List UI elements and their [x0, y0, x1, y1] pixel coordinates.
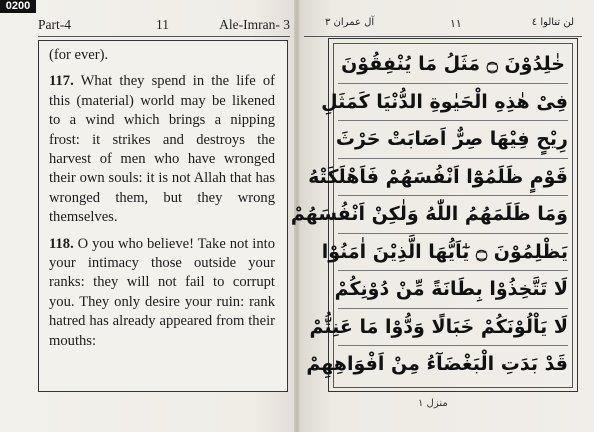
header-page-number: 11 — [156, 17, 169, 32]
right-page-header — [300, 15, 584, 35]
verse-text: What they spend in the life of this (material) world may be likened to a wind which brings a nipping frost: it strikes and destroys the harvest of men who have wronged their own souls: it is not Allah that has wronged them, but they wrong themselves. — [49, 73, 275, 226]
arabic-text — [290, 46, 568, 383]
verse-118 — [49, 235, 275, 351]
page-footer: منزل ١ — [418, 398, 448, 409]
header-sura: آل عمران ٣ — [325, 17, 375, 28]
arabic-line: وَمَا ظَلَمَهُمُ اللّٰهُ وَلٰكِنْ اَنْفُسَهُمْ — [338, 196, 568, 234]
header-part: Part-4 — [38, 17, 71, 32]
continuation-line: (for ever). — [49, 47, 109, 63]
translation-text — [49, 46, 275, 351]
verse-117 — [49, 72, 275, 227]
arabic-line: رِيْحٍ فِيْهَا صِرٌّ اَصَابَتْ حَرْثَ — [338, 121, 568, 159]
verse-number: 117. — [49, 73, 74, 90]
verse-text: O you who believe! Take not into your intimacy those outside your ranks: they will not fail to corrupt you. They only desire your ruin: rank hatred has already appeared from their mouths: — [49, 235, 276, 349]
arabic-line: فِىْ هٰذِهِ الْحَيٰوةِ الدُّنْيَا كَمَثَلِ — [338, 84, 568, 122]
header-page-number: ١١ — [450, 17, 462, 30]
header-sura: Ale-Imran- 3 — [219, 17, 290, 32]
arabic-line: لَا تَتَّخِذُوْا بِطَانَةً مِّنْ دُوْنِكُمْ — [338, 271, 568, 309]
arabic-line: قَدْ بَدَتِ الْبَغْضَآءُ مِنْ اَفْوَاهِهِمْ — [306, 353, 568, 375]
arabic-line: يَظْلِمُوْنَ ۝ يٰٓاَيُّهَا الَّذِيْنَ اٰمَنُوْا — [338, 234, 568, 272]
header-rule — [38, 36, 290, 37]
header-part: لن تنالوا ٤ — [531, 17, 574, 28]
arabic-line: قَوْمٍ ظَلَمُوْٓا اَنْفُسَهُمْ فَاَهْلَكَتْهُ — [338, 159, 568, 197]
verse-number: 118. — [49, 235, 74, 252]
arabic-line: لَا يَاْلُوْنَكُمْ خَبَالًا وَدُّوْا مَا عَنِتُّمْ — [338, 309, 568, 347]
page-id-label: 0200 — [0, 0, 36, 13]
header-rule — [304, 36, 582, 37]
arabic-line: خٰلِدُوْنَ ۝ مَثَلُ مَا يُنْفِقُوْنَ — [338, 46, 568, 84]
left-page-header — [38, 17, 290, 35]
